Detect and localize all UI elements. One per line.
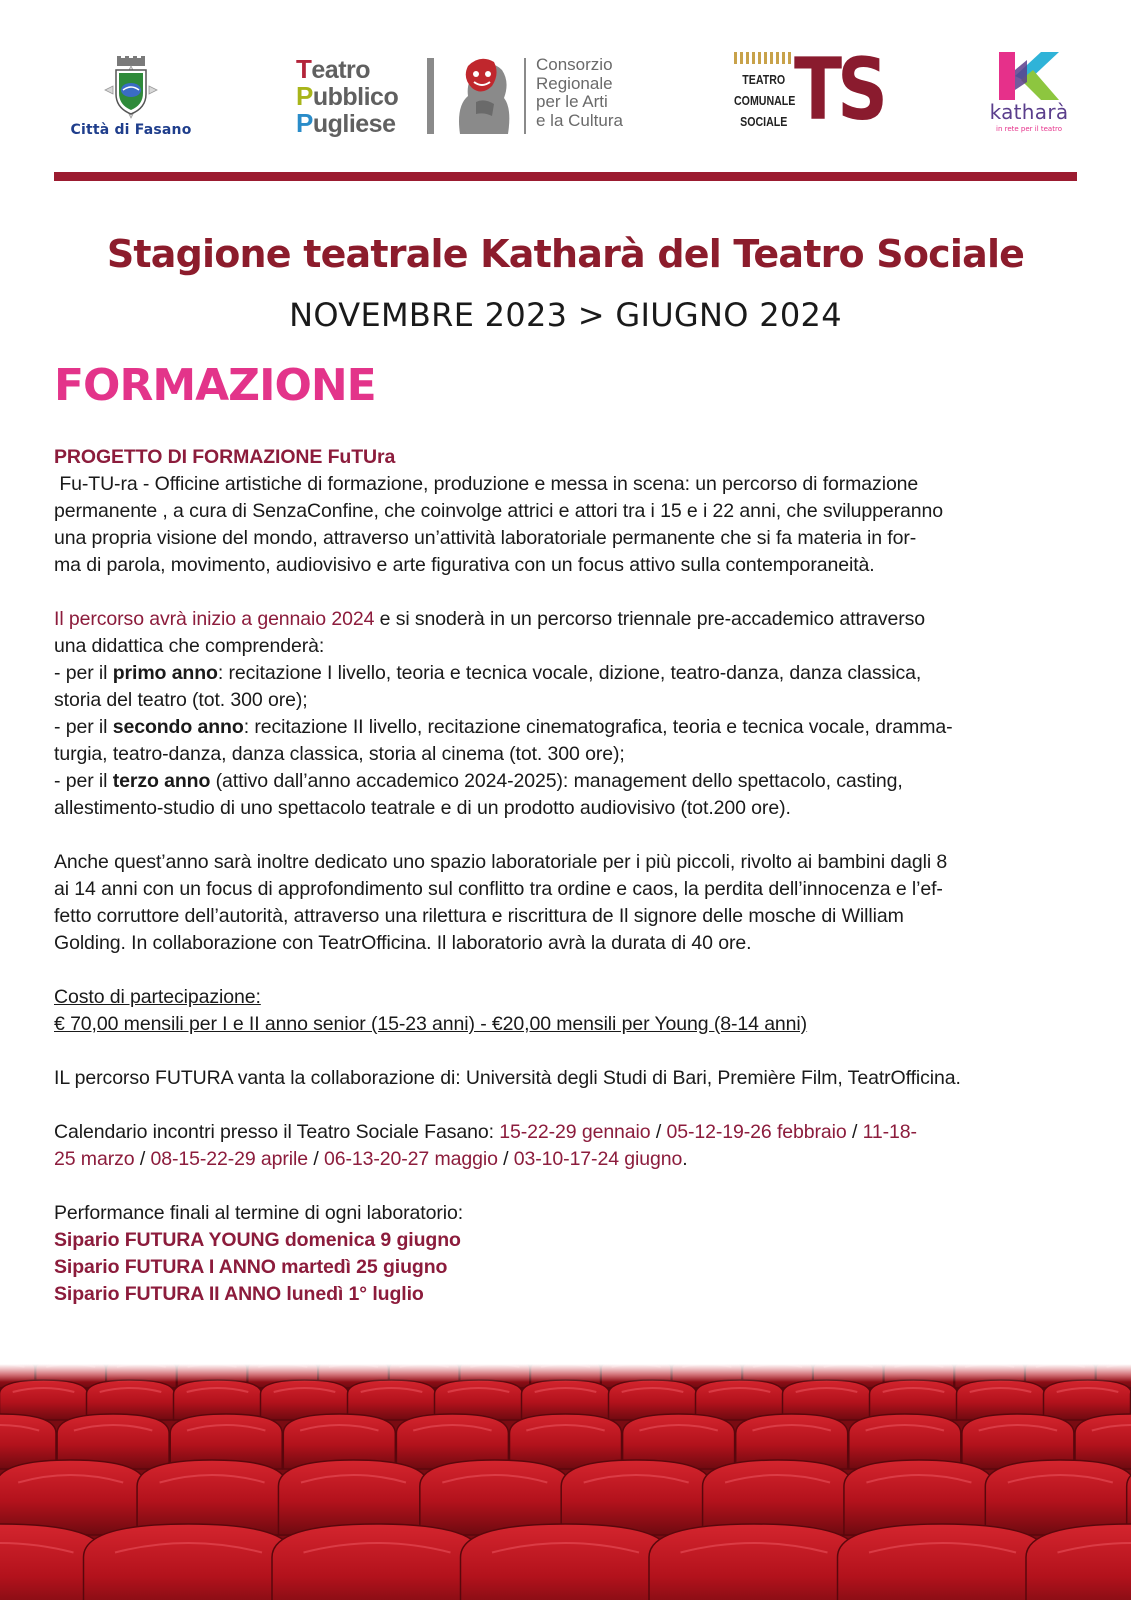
logo-kathara bbox=[974, 50, 1084, 145]
young-line: ai 14 anni con un focus di approfondimento sul conflitto tra ordine e caos, la perdita dell’innocenza e l’ef- bbox=[54, 878, 943, 900]
tpp-wordmark bbox=[296, 56, 398, 137]
seat-shape bbox=[272, 1524, 482, 1600]
consorzio-line: Consorzio bbox=[536, 55, 613, 74]
first-year-text: : recitazione I livello, teoria e tecnica vocale, dizione, teatro-danza, danza classica, bbox=[217, 662, 922, 684]
calendar-may: 06-13-20-27 maggio bbox=[324, 1148, 498, 1170]
calendar-sep: / bbox=[497, 1148, 514, 1170]
calendar-sep: / bbox=[134, 1148, 151, 1170]
first-year-label: primo anno bbox=[112, 662, 218, 684]
calendar-january: 15-22-29 gennaio bbox=[499, 1121, 651, 1143]
page-subtitle: NOVEMBRE 2023 > GIUGNO 2024 bbox=[289, 296, 842, 334]
list-prefix: - per il bbox=[54, 662, 113, 684]
city-crest-icon bbox=[99, 56, 163, 120]
ts-small-text bbox=[734, 70, 794, 133]
performance-item: Sipario FUTURA I ANNO martedì 25 giugno bbox=[54, 1256, 448, 1278]
ts-big-letters: TS bbox=[794, 40, 884, 140]
body-text bbox=[54, 444, 1078, 1308]
intro-line: ma di parola, movimento, audiovisivo e arte figurativa con un focus attivo sulla contemporaneità. bbox=[54, 554, 875, 576]
calendar-lead: Calendario incontri presso il Teatro Sociale Fasano: bbox=[54, 1121, 500, 1143]
theatre-seats-image bbox=[0, 1364, 1131, 1600]
performance-lead: Performance finali al termine di ogni laboratorio: bbox=[54, 1202, 464, 1224]
start-highlight: Il percorso avrà inizio a gennaio 2024 bbox=[54, 608, 375, 630]
consorzio-line: e la Cultura bbox=[536, 110, 623, 130]
ts-small-line: SOCIALE bbox=[740, 115, 788, 129]
collab-line: IL percorso FUTURA vanta la collaborazione di: Università degli Studi di Bari, Première Film, TeatrOfficina. bbox=[54, 1067, 961, 1089]
second-year-line bbox=[54, 714, 1078, 741]
fasano-caption: Città di Fasano bbox=[70, 122, 192, 138]
ts-small-line: TEATRO bbox=[742, 73, 786, 87]
logo-citta-di-fasano bbox=[56, 56, 206, 146]
third-year-line bbox=[54, 768, 1078, 795]
intro-line: permanente , a cura di SenzaConfine, che coinvolge attrici e attori tra i 15 e i 22 anni, che svilupperanno bbox=[54, 500, 944, 522]
seat-shape bbox=[461, 1524, 671, 1600]
second-year-label: secondo anno bbox=[112, 716, 244, 738]
tpp-thin-divider bbox=[524, 58, 526, 134]
calendar-sep: / bbox=[308, 1148, 324, 1170]
ts-stripes-icon bbox=[734, 52, 794, 64]
first-year-line bbox=[54, 660, 1078, 687]
calendar-march-a: 11-18- bbox=[862, 1121, 917, 1143]
kathara-name: katharà bbox=[989, 100, 1069, 124]
third-year-label: terzo anno bbox=[112, 770, 211, 792]
tpp-line-pubblico: Pubblico bbox=[296, 81, 399, 111]
second-year-text: : recitazione II livello, recitazione cinematografica, teoria e tecnica vocale, dramma- bbox=[243, 716, 953, 738]
logo-header bbox=[0, 0, 1131, 165]
consorzio-line: Regionale bbox=[536, 73, 613, 93]
performance-item: Sipario FUTURA II ANNO lunedì 1° luglio bbox=[54, 1283, 424, 1305]
header-rule bbox=[54, 172, 1077, 181]
calendar-line-1 bbox=[54, 1119, 1078, 1146]
intro-line: una propria visione del mondo, attraverso un’attività laboratoriale permanente che si fa materia in for- bbox=[54, 527, 917, 549]
calendar-april: 08-15-22-29 aprile bbox=[150, 1148, 309, 1170]
young-line: Anche quest’anno sarà inoltre dedicato uno spazio laboratoriale per i più piccoli, rivolto ai bambini dagli 8 bbox=[54, 851, 948, 873]
third-year-line-2: allestimento-studio di uno spettacolo teatrale e di un prodotto audiovisivo (tot.200 ore). bbox=[54, 797, 791, 819]
kathara-k-icon bbox=[997, 50, 1061, 102]
cost-line: € 70,00 mensili per I e II anno senior (15-23 anni) - €20,00 mensili per Young (8-14 anni) bbox=[54, 1013, 808, 1035]
list-prefix: - per il bbox=[54, 770, 113, 792]
theatre-mask-icon bbox=[446, 56, 516, 136]
first-year-line-2: storia del teatro (tot. 300 ore); bbox=[54, 689, 308, 711]
calendar-june: 03-10-17-24 giugno bbox=[513, 1148, 683, 1170]
list-prefix: - per il bbox=[54, 716, 113, 738]
project-heading: PROGETTO DI FORMAZIONE FuTUra bbox=[54, 446, 396, 468]
tpp-divider bbox=[427, 58, 434, 134]
tpp-line-teatro: Teatro bbox=[296, 54, 371, 84]
young-line: Golding. In collaborazione con TeatrOfficina. Il laboratorio avrà la durata di 40 ore. bbox=[54, 932, 752, 954]
seat-shape bbox=[649, 1524, 859, 1600]
young-line: fetto corruttore dell’autorità, attraverso una rilettura e riscrittura de Il signore delle mosche di William bbox=[54, 905, 904, 927]
tpp-line-pugliese: Pugliese bbox=[296, 108, 396, 138]
seat-shape bbox=[838, 1524, 1048, 1600]
calendar-march-b: 25 marzo bbox=[54, 1148, 135, 1170]
calendar-sep: / bbox=[650, 1121, 667, 1143]
page-title: Stagione teatrale Katharà del Teatro Sociale bbox=[106, 232, 1025, 276]
calendar-sep: / bbox=[846, 1121, 863, 1143]
intro-line: Fu-TU-ra - Officine artistiche di formazione, produzione e messa in scena: un percorso di formazione bbox=[54, 473, 919, 495]
kathara-tagline: in rete per il teatro bbox=[996, 125, 1062, 133]
cost-heading: Costo di partecipazione: bbox=[54, 986, 261, 1008]
seat-shape bbox=[84, 1524, 294, 1600]
ts-small-line: COMUNALE bbox=[734, 94, 796, 108]
calendar-february: 05-12-19-26 febbraio bbox=[666, 1121, 847, 1143]
logo-teatro-comunale-sociale bbox=[734, 40, 884, 140]
consorzio-line: per le Arti bbox=[536, 92, 608, 111]
didactic-line: una didattica che comprenderà: bbox=[54, 635, 325, 657]
start-paragraph bbox=[54, 606, 1078, 633]
seat-shape bbox=[348, 1380, 436, 1420]
calendar-line-2 bbox=[54, 1146, 1078, 1173]
logo-teatro-pubblico-pugliese bbox=[296, 56, 646, 138]
second-year-line-2: turgia, teatro-danza, danza classica, storia al cinema (tot. 300 ore); bbox=[54, 743, 625, 765]
seat-shape bbox=[696, 1380, 784, 1420]
start-rest: e si snoderà in un percorso triennale pre-accademico attraverso bbox=[374, 608, 926, 630]
performance-item: Sipario FUTURA YOUNG domenica 9 giugno bbox=[54, 1229, 461, 1251]
third-year-text: (attivo dall’anno accademico 2024-2025): management dello spettacolo, casting, bbox=[210, 770, 903, 792]
consorzio-text bbox=[536, 56, 623, 130]
section-heading: FORMAZIONE bbox=[54, 360, 376, 411]
calendar-end: . bbox=[682, 1148, 688, 1170]
